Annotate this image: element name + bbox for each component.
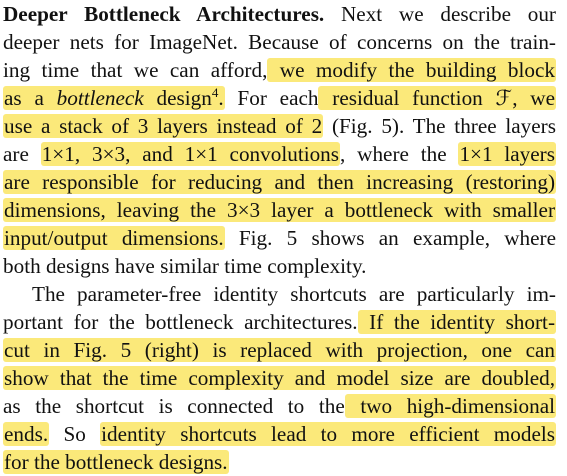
italic-term: bottleneck	[56, 86, 144, 110]
highlight: dimensions, leaving the 3×3 layer a bottleneck with smaller	[4, 198, 555, 222]
footnote-marker: 4	[211, 84, 219, 100]
highlight: ends.	[4, 422, 49, 446]
highlight: input/output dimensions.	[4, 226, 224, 250]
highlight: we modify the building block	[268, 58, 555, 82]
p1-line-10	[3, 252, 556, 280]
highlight	[3, 86, 225, 110]
p1-text: .	[218, 86, 224, 110]
highlight: residual function ℱ, we	[319, 86, 556, 110]
p1-text: are	[3, 142, 41, 166]
p1-line-6	[3, 140, 556, 168]
p1-text: (Fig. 5). The three layers	[323, 114, 556, 138]
highlight: cut in Fig. 5 (right) is replaced with projection, one can	[4, 338, 555, 362]
highlight: 1×1, 3×3, and 1×1 convolutions	[41, 142, 340, 166]
p1-text: , where the	[340, 142, 459, 166]
p2-text: as the shortcut is connected to the	[3, 394, 345, 418]
p1-line-8	[3, 196, 556, 224]
p1-line-7	[3, 168, 556, 196]
p1-line-1	[3, 0, 556, 28]
highlight: two high-dimensional	[345, 394, 555, 418]
p2-text: So	[49, 422, 101, 446]
p1-text: Next we describe our	[324, 2, 556, 26]
highlight: identity shortcuts lead to more efficient models	[101, 422, 555, 446]
highlight: use a stack of 3 layers instead of 2	[4, 114, 323, 138]
p1-line-5	[3, 112, 556, 140]
p1-text: design	[143, 86, 212, 110]
p1-text: deeper nets for ImageNet. Because of concerns on the train-	[3, 30, 556, 54]
highlight: If the identity short-	[358, 310, 555, 334]
p2-text: The parameter-free identity shortcuts are particularly im-	[32, 282, 556, 306]
p2-line-3	[3, 336, 556, 364]
p1-line-9	[3, 224, 556, 252]
p1-line-3	[3, 56, 556, 84]
p2-text: portant for the bottleneck architectures.	[3, 310, 358, 334]
p1-line-4	[3, 84, 556, 112]
p1-line-2	[3, 28, 556, 56]
p2-line-5	[3, 392, 556, 420]
highlight: are responsible for reducing and then increasing (restoring)	[4, 170, 555, 194]
p1-text: For each	[224, 86, 319, 110]
section-heading: Deeper Bottleneck Architectures.	[3, 2, 325, 26]
p1-text: as a	[4, 86, 57, 110]
p2-line-6	[3, 420, 556, 448]
p2-line-7	[3, 448, 556, 476]
highlight: 1×1 layers	[459, 142, 555, 166]
p2-line-1	[32, 280, 556, 308]
p2-line-2	[3, 308, 556, 336]
p1-text: both designs have similar time complexity.	[3, 254, 367, 278]
p2-line-4	[3, 364, 556, 392]
p1-text: Fig. 5 shows an example, where	[224, 226, 557, 250]
p1-text: ing time that we can afford,	[3, 58, 268, 82]
highlight: for the bottleneck designs.	[4, 450, 228, 474]
highlight: show that the time complexity and model size are doubled,	[4, 366, 555, 390]
